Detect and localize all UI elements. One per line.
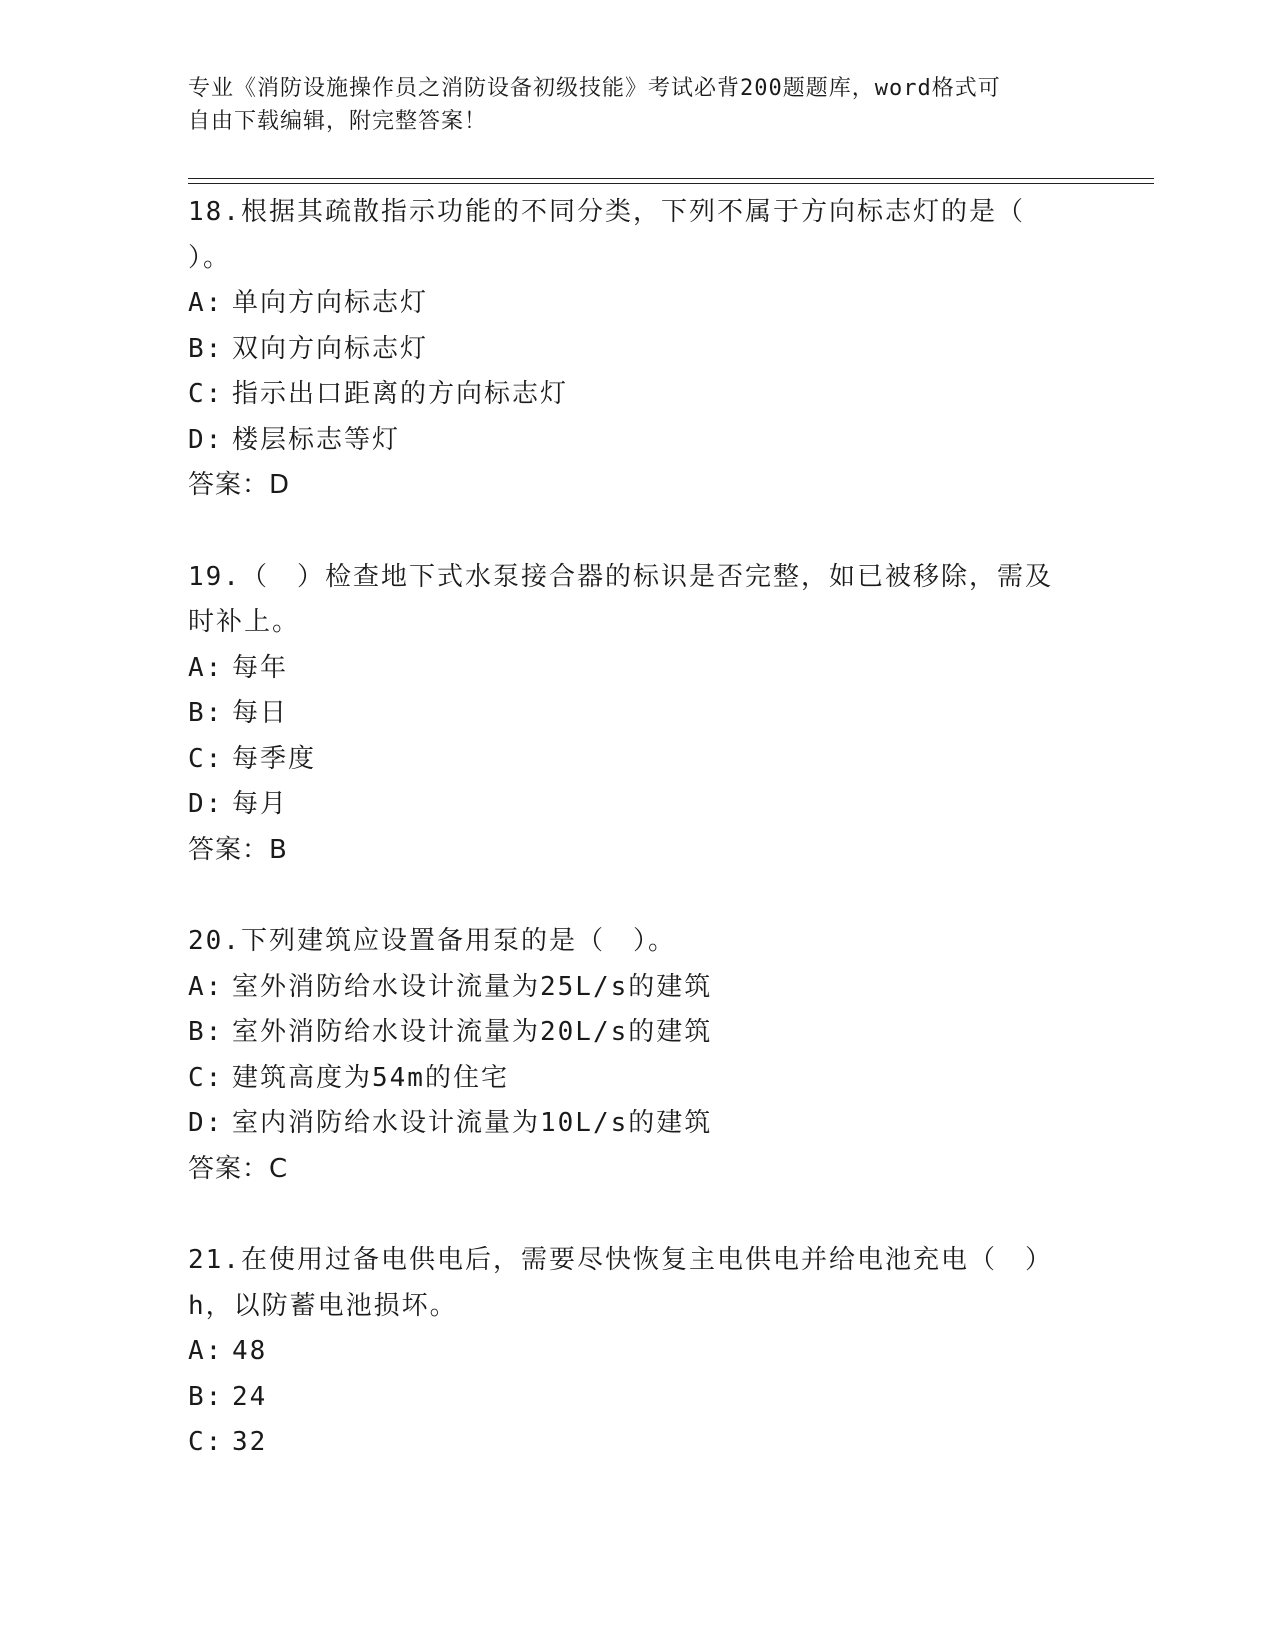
- question-stem-line: h，以防蓄电池损坏。: [188, 1290, 458, 1321]
- option-text: 每年: [232, 652, 289, 683]
- option-d: [188, 418, 1088, 464]
- question-stem-line: 19.（ ）检查地下式水泵接合器的标识是否完整，如已被移除，需及: [188, 561, 1053, 592]
- answer-line: 答案：D: [188, 470, 291, 500]
- option-text: 单向方向标志灯: [232, 288, 429, 318]
- option-text: 室外消防给水设计流量为25L/s的建筑: [232, 971, 713, 1002]
- document-header: [188, 72, 1088, 138]
- option-letter: C:: [188, 743, 224, 774]
- question-stem-line: 20.下列建筑应设置备用泵的是（ ）。: [188, 926, 676, 956]
- option-letter: A:: [188, 652, 224, 683]
- header-line-2: 自由下载编辑，附完整答案！: [188, 109, 488, 134]
- option-text: 指示出口距离的方向标志灯: [232, 379, 569, 409]
- option-a: [188, 1329, 1088, 1375]
- option-letter: A:: [188, 971, 224, 1002]
- option-c: [188, 1056, 1088, 1102]
- question-stem-line: 21.在使用过备电供电后，需要尽快恢复主电供电并给电池充电（ ）: [188, 1245, 1053, 1275]
- option-b: [188, 691, 1088, 737]
- question-list: [188, 190, 1088, 1512]
- option-d: [188, 1101, 1088, 1147]
- option-letter: C:: [188, 1427, 224, 1457]
- option-letter: B:: [188, 1381, 224, 1412]
- option-text: 建筑高度为54m的住宅: [232, 1062, 509, 1093]
- option-text: 每日: [232, 698, 289, 728]
- option-b: [188, 327, 1088, 373]
- option-letter: C:: [188, 379, 224, 409]
- option-c: [188, 737, 1088, 783]
- header-divider-top: [188, 178, 1154, 179]
- option-text: 每月: [232, 789, 289, 819]
- option-c: [188, 1420, 1088, 1466]
- question-20: [188, 919, 1088, 1192]
- option-a: [188, 965, 1088, 1011]
- question-stem-line: ）。: [188, 242, 232, 273]
- option-text: 48: [232, 1336, 268, 1366]
- option-letter: A:: [188, 288, 224, 318]
- option-letter: B:: [188, 333, 224, 364]
- option-text: 室外消防给水设计流量为20L/s的建筑: [232, 1017, 713, 1047]
- header-divider-bottom: [188, 183, 1154, 184]
- option-letter: B:: [188, 1017, 224, 1047]
- option-letter: A:: [188, 1336, 224, 1366]
- option-b: [188, 1375, 1088, 1421]
- option-text: 24: [232, 1381, 268, 1412]
- question-19: [188, 555, 1088, 874]
- header-line-1: 专业《消防设施操作员之消防设备初级技能》考试必背200题题库，word格式可: [188, 76, 1001, 101]
- question-18: [188, 190, 1088, 509]
- option-text: 室内消防给水设计流量为10L/s的建筑: [232, 1108, 713, 1138]
- answer-line: 答案：C: [188, 1153, 289, 1184]
- option-text: 双向方向标志灯: [232, 333, 429, 364]
- question-stem-line: 时补上。: [188, 607, 301, 637]
- option-b: [188, 1010, 1088, 1056]
- question-21: [188, 1238, 1088, 1466]
- option-letter: D:: [188, 1108, 224, 1138]
- question-stem-line: 18.根据其疏散指示功能的不同分类，下列不属于方向标志灯的是（: [188, 197, 1025, 227]
- option-text: 楼层标志等灯: [232, 424, 401, 455]
- option-c: [188, 372, 1088, 418]
- option-letter: B:: [188, 698, 224, 728]
- option-text: 每季度: [232, 743, 317, 774]
- option-letter: D:: [188, 789, 224, 819]
- option-a: [188, 646, 1088, 692]
- option-d: [188, 782, 1088, 828]
- option-letter: D:: [188, 424, 224, 455]
- answer-line: 答案：B: [188, 834, 288, 865]
- option-text: 32: [232, 1427, 268, 1457]
- option-a: [188, 281, 1088, 327]
- option-letter: C:: [188, 1062, 224, 1093]
